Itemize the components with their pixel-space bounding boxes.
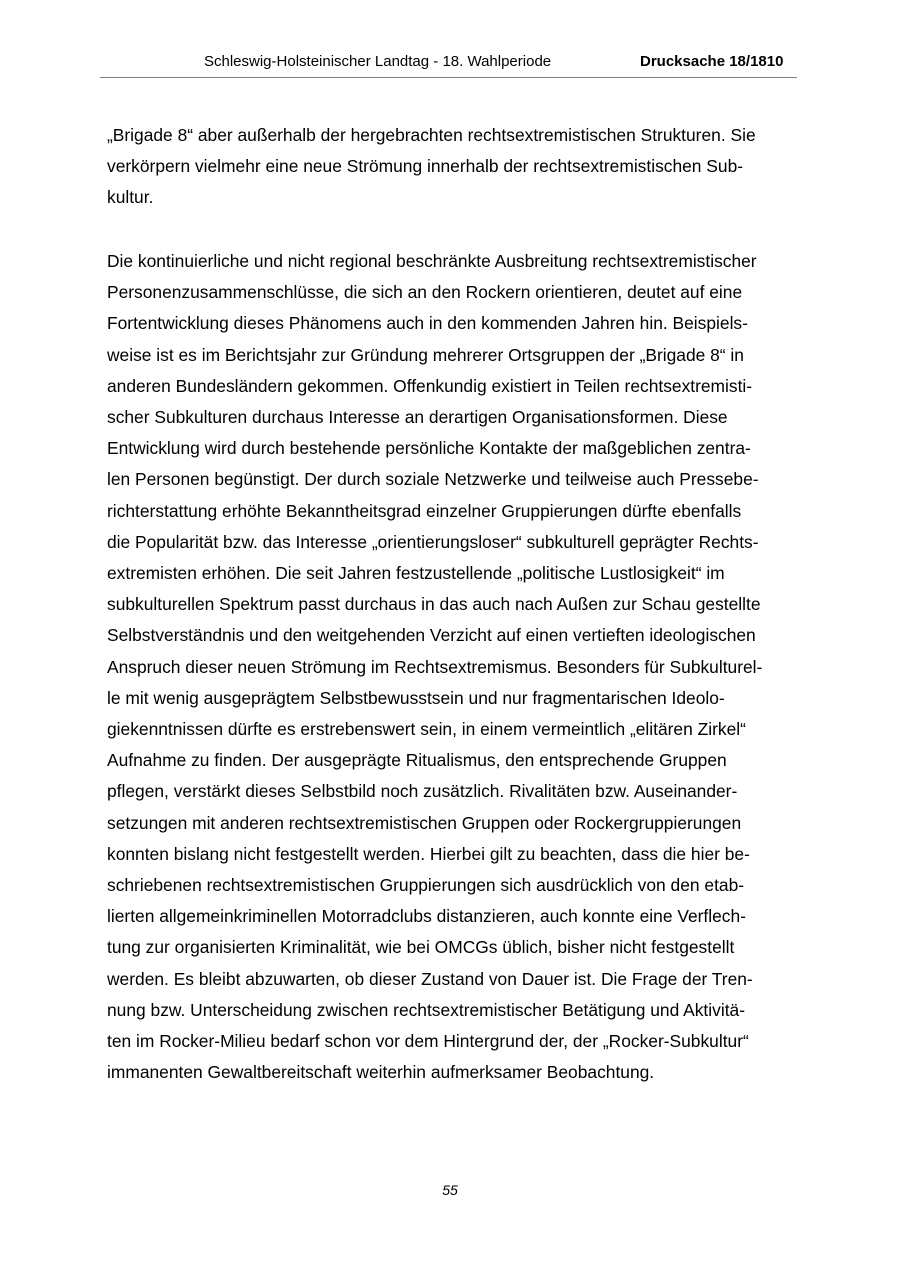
- text-line: pflegen, verstärkt dieses Selbstbild noch zusätzlich. Rivalitäten bzw. Auseinander-: [107, 781, 738, 802]
- text-line: weise ist es im Berichtsjahr zur Gründung mehrerer Ortsgruppen der „Brigade 8“ in: [107, 344, 744, 365]
- text-line: subkulturellen Spektrum passt durchaus in das auch nach Außen zur Schau gestellte: [107, 594, 761, 615]
- text-line: setzungen mit anderen rechtsextremistischen Gruppen oder Rockergruppierungen: [107, 812, 742, 833]
- text-line: richterstattung erhöhte Bekanntheitsgrad einzelner Gruppierungen dürfte ebenfalls: [107, 500, 742, 521]
- text-line: Fortentwicklung dieses Phänomens auch in den kommenden Jahren hin. Beispiels-: [107, 313, 748, 334]
- header-divider: [100, 77, 797, 78]
- text-line: Selbstverständnis und den weitgehenden Verzicht auf einen vertieften ideologischen: [107, 625, 756, 646]
- page-number: 55: [442, 1182, 458, 1198]
- text-line: die Popularität bzw. das Interesse „orientierungsloser“ subkulturell geprägter Rechts-: [107, 531, 759, 552]
- text-line: konnten bislang nicht festgestellt werden. Hierbei gilt zu beachten, dass die hier be-: [107, 843, 750, 864]
- text-line: werden. Es bleibt abzuwarten, ob dieser Zustand von Dauer ist. Die Frage der Tren-: [107, 968, 753, 989]
- text-line: anderen Bundesländern gekommen. Offenkundig existiert in Teilen rechtsextremisti-: [107, 375, 753, 396]
- text-line: len Personen begünstigt. Der durch soziale Netzwerke und teilweise auch Pressebe-: [107, 469, 759, 490]
- text-line: Aufnahme zu finden. Der ausgeprägte Ritualismus, den entsprechende Gruppen: [107, 750, 727, 771]
- text-line: Entwicklung wird durch bestehende persönliche Kontakte der maßgeblichen zentra-: [107, 438, 751, 459]
- document-number: Drucksache 18/1810: [640, 53, 784, 70]
- text-line: „Brigade 8“ aber außerhalb der hergebrachten rechtsextremistischen Strukturen. Sie: [107, 125, 756, 145]
- text-line: giekenntnissen dürfte es erstrebenswert sein, in einem vermeintlich „elitären Zirkel“: [107, 719, 746, 740]
- text-line: le mit wenig ausgeprägtem Selbstbewusstsein und nur fragmentarischen Ideolo-: [107, 687, 725, 708]
- text-line: Die kontinuierliche und nicht regional beschränkte Ausbreitung rechtsextremistischer: [107, 251, 757, 271]
- text-line: verkörpern vielmehr eine neue Strömung innerhalb der rechtsextremistischen Sub-: [107, 156, 744, 177]
- text-line: ten im Rocker-Milieu bedarf schon vor dem Hintergrund der, der „Rocker-Subkultur“: [107, 1031, 749, 1052]
- text-line: schriebenen rechtsextremistischen Gruppierungen sich ausdrücklich von den etab-: [107, 875, 745, 896]
- text-line: lierten allgemeinkriminellen Motorradclubs distanzieren, auch konnte eine Verflech-: [107, 906, 746, 927]
- text-line: nung bzw. Unterscheidung zwischen rechtsextremistischer Betätigung und Aktivitä-: [107, 999, 745, 1020]
- text-line: scher Subkulturen durchaus Interesse an derartigen Organisationsformen. Diese: [107, 407, 728, 428]
- header-title: Schleswig-Holsteinischer Landtag - 18. Wahlperiode: [204, 53, 552, 70]
- text-line: Anspruch dieser neuen Strömung im Rechtsextremismus. Besonders für Subkulturel-: [107, 656, 763, 677]
- text-line: tung zur organisierten Kriminalität, wie bei OMCGs üblich, bisher nicht festgestellt: [107, 937, 735, 958]
- paragraph-2: [107, 246, 762, 1088]
- text-line: kultur.: [107, 187, 154, 208]
- paragraph-1: [107, 120, 756, 214]
- text-line: extremisten erhöhen. Die seit Jahren festzustellende „politische Lustlosigkeit“ im: [107, 563, 725, 584]
- text-line: Personenzusammenschlüsse, die sich an den Rockern orientieren, deutet auf eine: [107, 282, 743, 303]
- text-line: immanenten Gewaltbereitschaft weiterhin aufmerksamer Beobachtung.: [107, 1062, 655, 1083]
